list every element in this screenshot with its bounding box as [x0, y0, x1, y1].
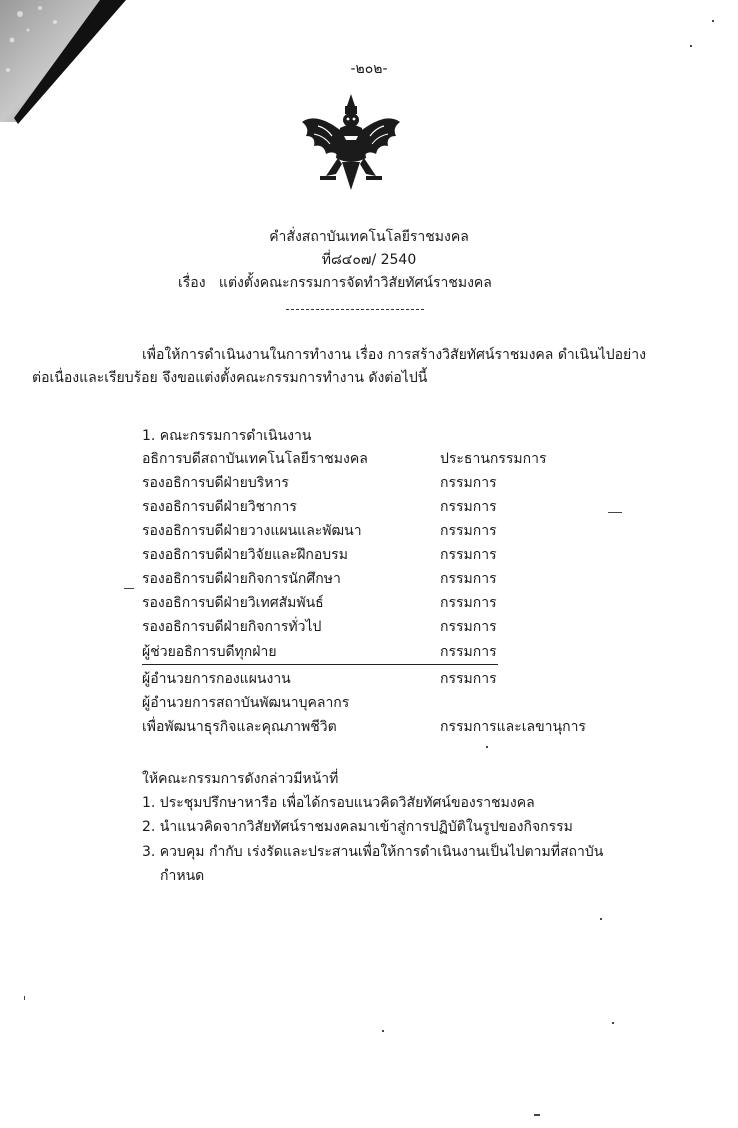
- scan-speck: [534, 1114, 540, 1116]
- member-role: กรรมการ: [440, 499, 497, 515]
- member-name: อธิการบดีสถาบันเทคโนโลยีราชมงคล: [142, 451, 368, 467]
- member-role: กรรมการ: [440, 475, 497, 491]
- member-role: กรรมการ: [440, 547, 497, 563]
- member-role: กรรมการและเลขานุการ: [440, 719, 586, 735]
- subject-text: แต่งตั้งคณะกรรมการจัดทำวิสัยทัศน์ราชมงคล: [218, 275, 492, 291]
- scan-speck: [486, 746, 488, 748]
- member-name: รองอธิการบดีฝ่ายกิจการทั่วไป: [142, 619, 322, 635]
- duty-item-3: 3. ควบคุม กำกับ เร่งรัดและประสานเพื่อให้การดำเนินงานเป็นไปตามที่สถาบัน: [142, 844, 604, 860]
- member-role: ประธานกรรมการ: [440, 451, 547, 467]
- duties-heading: ให้คณะกรรมการดังกล่าวมีหน้าที่: [142, 771, 339, 787]
- order-issuer: คำสั่งสถาบันเทคโนโลยีราชมงคล: [269, 229, 469, 245]
- member-name: รองอธิการบดีฝ่ายวางแผนและพัฒนา: [142, 523, 362, 539]
- scan-speck: [382, 1030, 384, 1032]
- scan-speck: [600, 918, 602, 920]
- member-name: รองอธิการบดีฝ่ายกิจการนักศึกษา: [142, 571, 341, 587]
- member-role: กรรมการ: [440, 619, 497, 635]
- garuda-emblem-icon: [296, 92, 406, 194]
- member-name: ผู้ช่วยอธิการบดีทุกฝ่าย: [142, 644, 277, 660]
- header-divider: [286, 309, 424, 310]
- duty-item-3-continued: กำหนด: [160, 868, 205, 884]
- underline-rule: [142, 664, 498, 665]
- member-name: รองอธิการบดีฝ่ายบริหาร: [142, 475, 289, 491]
- member-name: รองอธิการบดีฝ่ายวิชาการ: [142, 499, 297, 515]
- committee-heading: 1. คณะกรรมการดำเนินงาน: [142, 428, 312, 444]
- member-role: กรรมการ: [440, 571, 497, 587]
- member-role: กรรมการ: [440, 671, 497, 687]
- scan-speck: [712, 20, 714, 22]
- member-name: รองอธิการบดีฝ่ายวิจัยและฝึกอบรม: [142, 547, 348, 563]
- subject-line: [178, 274, 492, 292]
- duty-item-1: 1. ประชุมปรึกษาหารือ เพื่อได้กรอบแนวคิดวิสัยทัศน์ของราชมงคล: [142, 795, 535, 811]
- intro-line-2: ต่อเนื่องและเรียบร้อย จึงขอแต่งตั้งคณะกรรมการทำงาน ดังต่อไปนี้: [32, 370, 428, 386]
- scan-speck: [612, 1022, 614, 1024]
- scan-speck: [690, 45, 692, 47]
- scan-speck: [608, 512, 622, 513]
- member-name: ผู้อำนวยการสถาบันพัฒนาบุคลากร: [142, 695, 350, 711]
- member-role: กรรมการ: [440, 523, 497, 539]
- member-name: ผู้อำนวยการกองแผนงาน: [142, 671, 291, 687]
- scan-speck: [24, 996, 25, 1000]
- intro-line-1: เพื่อให้การดำเนินงานในการทำงาน เรื่อง การสร้างวิสัยทัศน์ราชมงคล ดำเนินไปอย่าง: [142, 347, 646, 363]
- scan-speck: [124, 588, 134, 589]
- member-role: กรรมการ: [440, 595, 497, 611]
- member-role: กรรมการ: [440, 644, 497, 660]
- subject-label: เรื่อง: [178, 275, 206, 291]
- order-number: ที่๘๔๐๗/ 2540: [321, 252, 417, 268]
- member-name: เพื่อพัฒนาธุรกิจและคุณภาพชีวิต: [142, 719, 337, 735]
- duty-item-2: 2. นำแนวคิดจากวิสัยทัศน์ราชมงคลมาเข้าสู่การปฏิบัติในรูปของกิจกรรม: [142, 819, 573, 835]
- member-name: รองอธิการบดีฝ่ายวิเทศสัมพันธ์: [142, 595, 324, 611]
- page-number: -๒๐๒-: [350, 61, 388, 77]
